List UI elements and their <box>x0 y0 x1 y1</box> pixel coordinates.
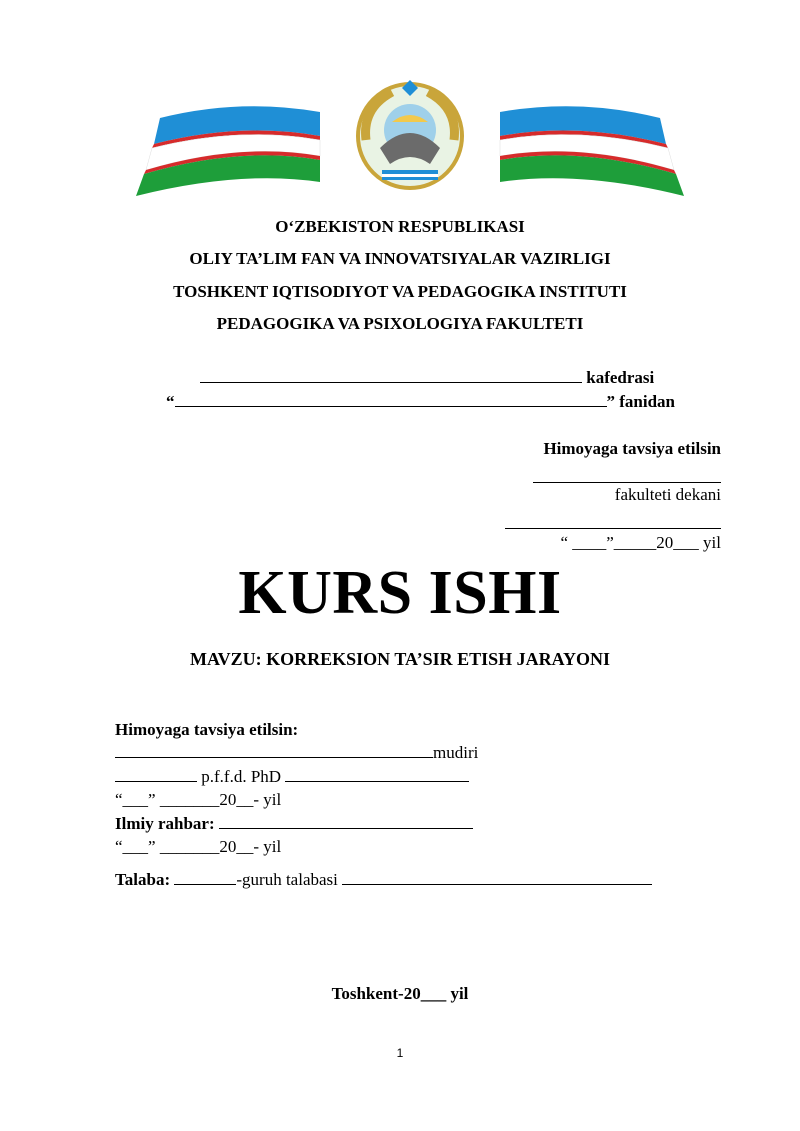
student-line <box>115 870 652 890</box>
flag-right <box>500 106 684 196</box>
head-line <box>115 743 478 763</box>
bottom-approval-title: Himoyaga tavsiya etilsin: <box>115 720 299 739</box>
head-signature-blank[interactable] <box>285 767 469 782</box>
bottom-approval-date-1: “___” _______20__- yil <box>115 790 282 809</box>
supervisor-line <box>115 814 473 834</box>
subject-line <box>166 392 675 412</box>
subject-open-quote: “ <box>166 392 175 411</box>
mudiri-label: mudiri <box>433 743 479 762</box>
institute-title: TOSHKENT IQTISODIYOT VA PEDAGOGIKA INSTITUTI <box>173 282 627 301</box>
page-number: 1 <box>396 1046 404 1060</box>
city-year: Toshkent-20___ yil <box>331 984 469 1003</box>
department-blank[interactable] <box>200 368 582 383</box>
group-blank[interactable] <box>174 870 236 885</box>
faculty-title: PEDAGOGIKA VA PSIXOLOGIYA FAKULTETI <box>216 314 584 333</box>
degree-label: p.f.f.d. PhD <box>201 767 282 786</box>
student-group-label: -guruh talabasi <box>236 870 338 889</box>
student-name-blank[interactable] <box>342 870 652 885</box>
kafedrasi-label: kafedrasi <box>586 368 655 387</box>
degree-line <box>115 767 469 787</box>
fanidan-label: ” fanidan <box>606 392 675 411</box>
dean-name-blank[interactable] <box>505 514 721 529</box>
head-department-blank[interactable] <box>115 743 433 758</box>
topic-title: MAVZU: KORREKSION TA’SIR ETISH JARAYONI <box>189 649 611 669</box>
state-emblem-banner <box>130 78 690 196</box>
subject-blank[interactable] <box>175 392 607 407</box>
supervisor-blank[interactable] <box>219 814 473 829</box>
department-line <box>200 368 654 388</box>
bottom-approval-date-2: “___” _______20__- yil <box>115 837 282 856</box>
dean-label: fakulteti dekani <box>614 485 721 504</box>
top-approval-title: Himoyaga tavsiya etilsin <box>543 439 721 458</box>
top-approval-date: “ ____”_____20___ yil <box>560 533 721 552</box>
republic-title: O‘ZBEKISTON RESPUBLIKASI <box>275 217 525 236</box>
document-title: KURS ISHI <box>238 559 562 627</box>
supervisor-label: Ilmiy rahbar: <box>115 814 215 833</box>
emblem-seal <box>358 80 462 188</box>
head-name-blank[interactable] <box>115 767 197 782</box>
dean-faculty-blank[interactable] <box>533 468 721 483</box>
ministry-title: OLIY TA’LIM FAN VA INNOVATSIYALAR VAZIRLIGI <box>189 249 611 268</box>
flag-left <box>136 106 320 196</box>
student-label: Talaba: <box>115 870 171 889</box>
